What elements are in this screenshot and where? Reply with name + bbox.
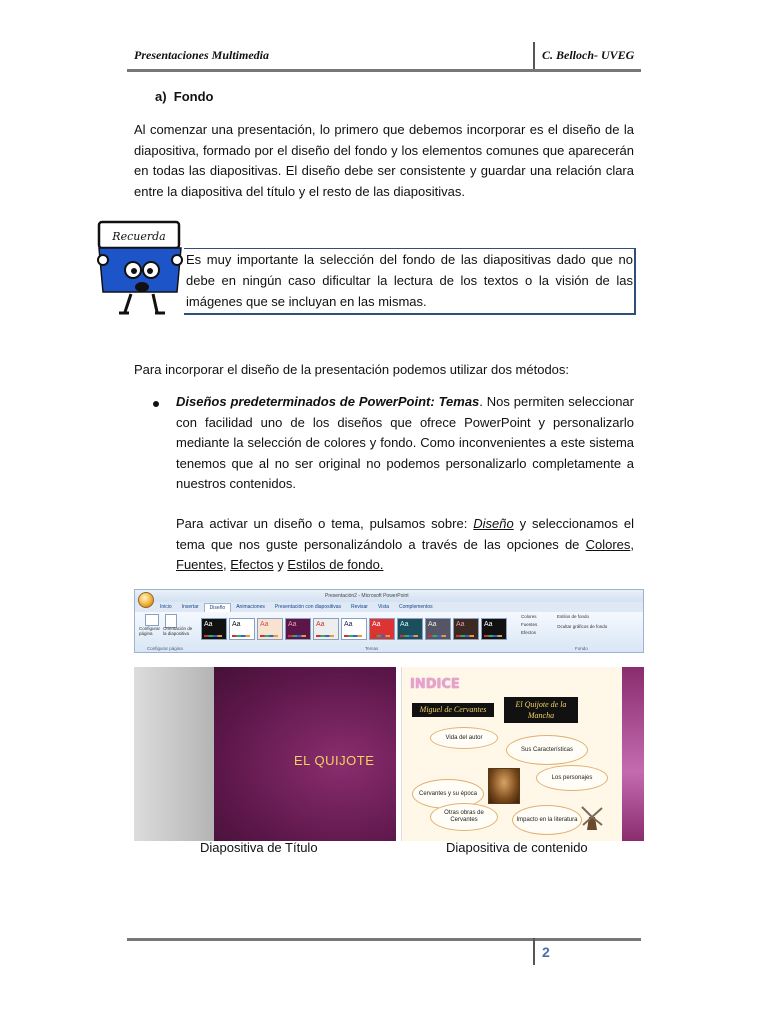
theme-thumb-10[interactable]: Aa bbox=[453, 618, 479, 640]
theme-thumb-7[interactable]: Aa bbox=[369, 618, 395, 640]
content-slide-image bbox=[401, 667, 644, 841]
label-author: Miguel de Cervantes bbox=[412, 703, 494, 717]
tab-insertar[interactable]: Insertar bbox=[181, 604, 199, 610]
theme-thumb-1[interactable]: Aa bbox=[201, 618, 227, 640]
topic-impacto: Impacto en la literatura bbox=[512, 805, 582, 835]
page-number: 2 bbox=[542, 944, 550, 960]
theme-thumb-11[interactable]: Aa bbox=[481, 618, 507, 640]
label-book: El Quijote de la Mancha bbox=[504, 697, 578, 723]
tab-presentacion[interactable]: Presentación con diapositivas bbox=[274, 604, 342, 610]
link-efectos[interactable]: Efectos bbox=[230, 557, 274, 573]
content-slide-heading: INDICE bbox=[410, 677, 460, 692]
tab-revisar[interactable]: Revisar bbox=[351, 604, 368, 610]
topic-epoca: Cervantes y su época bbox=[412, 779, 484, 809]
page-setup-icon[interactable] bbox=[145, 614, 159, 626]
windmill-icon bbox=[580, 805, 604, 831]
activate-t3: , bbox=[630, 536, 634, 552]
link-estilos[interactable]: Estilos de fondo. bbox=[287, 557, 384, 573]
intro-paragraph: Al comenzar una presentación, lo primero que debemos incorporar es el diseño de la diapositiva, formado por el diseño del fondo y los elementos comunes que aparecerán en todas las diapositivas. El diseño debe ser consistente y guardar una relación clara entre la diapositiva del título y el resto de las diapositivas. bbox=[134, 122, 634, 199]
bullet-item bbox=[176, 392, 634, 495]
office-button-icon[interactable] bbox=[138, 592, 154, 608]
theme-thumb-3[interactable]: Aa bbox=[257, 618, 283, 640]
ocultar-checkbox[interactable]: Ocultar gráficos de fondo bbox=[557, 624, 608, 629]
theme-thumb-8[interactable]: Aa bbox=[397, 618, 423, 640]
ribbon-tabs bbox=[155, 603, 438, 612]
ribbon-body bbox=[135, 612, 643, 652]
btn-config[interactable]: Configurar página bbox=[139, 626, 161, 636]
group-temas-label: Temas bbox=[365, 646, 379, 651]
estilos-button[interactable]: Estilos de fondo bbox=[557, 614, 590, 619]
theme-thumb-9[interactable]: Aa bbox=[425, 618, 451, 640]
header-author: C. Belloch- UVEG bbox=[542, 48, 635, 62]
content-slide-side-bar bbox=[622, 667, 644, 841]
colores-button[interactable]: Colores bbox=[521, 614, 537, 619]
group-config-label: Configurar página bbox=[147, 646, 183, 651]
efectos-button[interactable]: Efectos bbox=[521, 630, 537, 635]
recuerda-figure bbox=[93, 218, 189, 318]
header-title: Presentaciones Multimedia bbox=[134, 48, 269, 62]
bullet-dot bbox=[153, 401, 159, 407]
activate-t4: , bbox=[222, 557, 231, 573]
btn-orient[interactable]: Orientación de la diapositiva bbox=[163, 626, 193, 636]
footer-rule bbox=[127, 938, 641, 941]
section-heading: a) Fondo bbox=[155, 89, 214, 104]
activate-t5: y bbox=[273, 557, 288, 573]
tab-animaciones[interactable]: Animaciones bbox=[236, 604, 265, 610]
activate-t2: y seleccionamos el tema que nos guste personalizándolo a través de las opciones de bbox=[176, 516, 634, 552]
footer-divider bbox=[533, 938, 535, 965]
title-slide-title: EL QUIJOTE bbox=[294, 753, 375, 768]
topic-caracteristicas: Sus Características bbox=[506, 735, 588, 765]
tab-inicio[interactable]: Inicio bbox=[160, 604, 172, 610]
caption-title-slide: Diapositiva de Título bbox=[200, 840, 318, 855]
ribbon-screenshot bbox=[134, 589, 644, 653]
group-fondo-label: Fondo bbox=[575, 646, 588, 651]
caption-content-slide: Diapositiva de contenido bbox=[446, 840, 588, 855]
methods-intro: Para incorporar el diseño de la presentación podemos utilizar dos métodos: bbox=[134, 362, 570, 377]
title-slide-image bbox=[134, 667, 396, 841]
link-diseno[interactable]: Diseño bbox=[473, 516, 514, 531]
activate-t1: Para activar un diseño o tema, pulsamos sobre: bbox=[176, 516, 474, 531]
recuerda-label: Recuerda bbox=[112, 230, 166, 243]
topic-obras: Otras obras de Cervantes bbox=[430, 803, 498, 831]
link-fuentes[interactable]: Fuentes bbox=[176, 557, 223, 573]
header-rule bbox=[127, 69, 641, 72]
bullet-text: . Nos permiten seleccionar con facilidad uno de los diseños que ofrece PowerPoint y personalizarlo mediante la selección de colores y fondo. Como inconvenientes a este sistema tenemos que al no ser original no podemos personalizarlo completamente a nuestros contenidos. bbox=[176, 394, 634, 492]
tab-vista[interactable]: Vista bbox=[377, 604, 389, 610]
theme-thumb-4[interactable]: Aa bbox=[285, 618, 311, 640]
activate-paragraph bbox=[176, 514, 634, 576]
cervantes-portrait bbox=[488, 768, 520, 804]
topic-personajes: Los personajes bbox=[536, 765, 608, 791]
theme-thumb-5[interactable]: Aa bbox=[313, 618, 339, 640]
header-divider bbox=[533, 42, 535, 70]
fuentes-button[interactable]: Fuentes bbox=[521, 622, 538, 627]
tab-diseno[interactable]: Diseño bbox=[204, 603, 232, 612]
bullet-term: Diseños predeterminados de PowerPoint: Temas bbox=[176, 394, 480, 409]
tab-complementos[interactable]: Complementos bbox=[399, 604, 433, 610]
theme-thumb-6[interactable]: Aa bbox=[341, 618, 367, 640]
recuerda-callout bbox=[184, 248, 636, 315]
theme-thumb-2[interactable]: Aa bbox=[229, 618, 255, 640]
link-colores[interactable]: Colores bbox=[585, 536, 631, 552]
ribbon-window-title: Presentación2 - Microsoft PowerPoint bbox=[325, 593, 409, 599]
topic-vida: Vida del autor bbox=[430, 727, 498, 749]
recuerda-note: Es muy importante la selección del fondo de las diapositivas dado que no debe en ningún caso dificultar la lectura de los textos o la visión de las imágenes que se incluyan en las mismas. bbox=[186, 252, 633, 309]
ribbon-titlebar bbox=[135, 590, 643, 602]
